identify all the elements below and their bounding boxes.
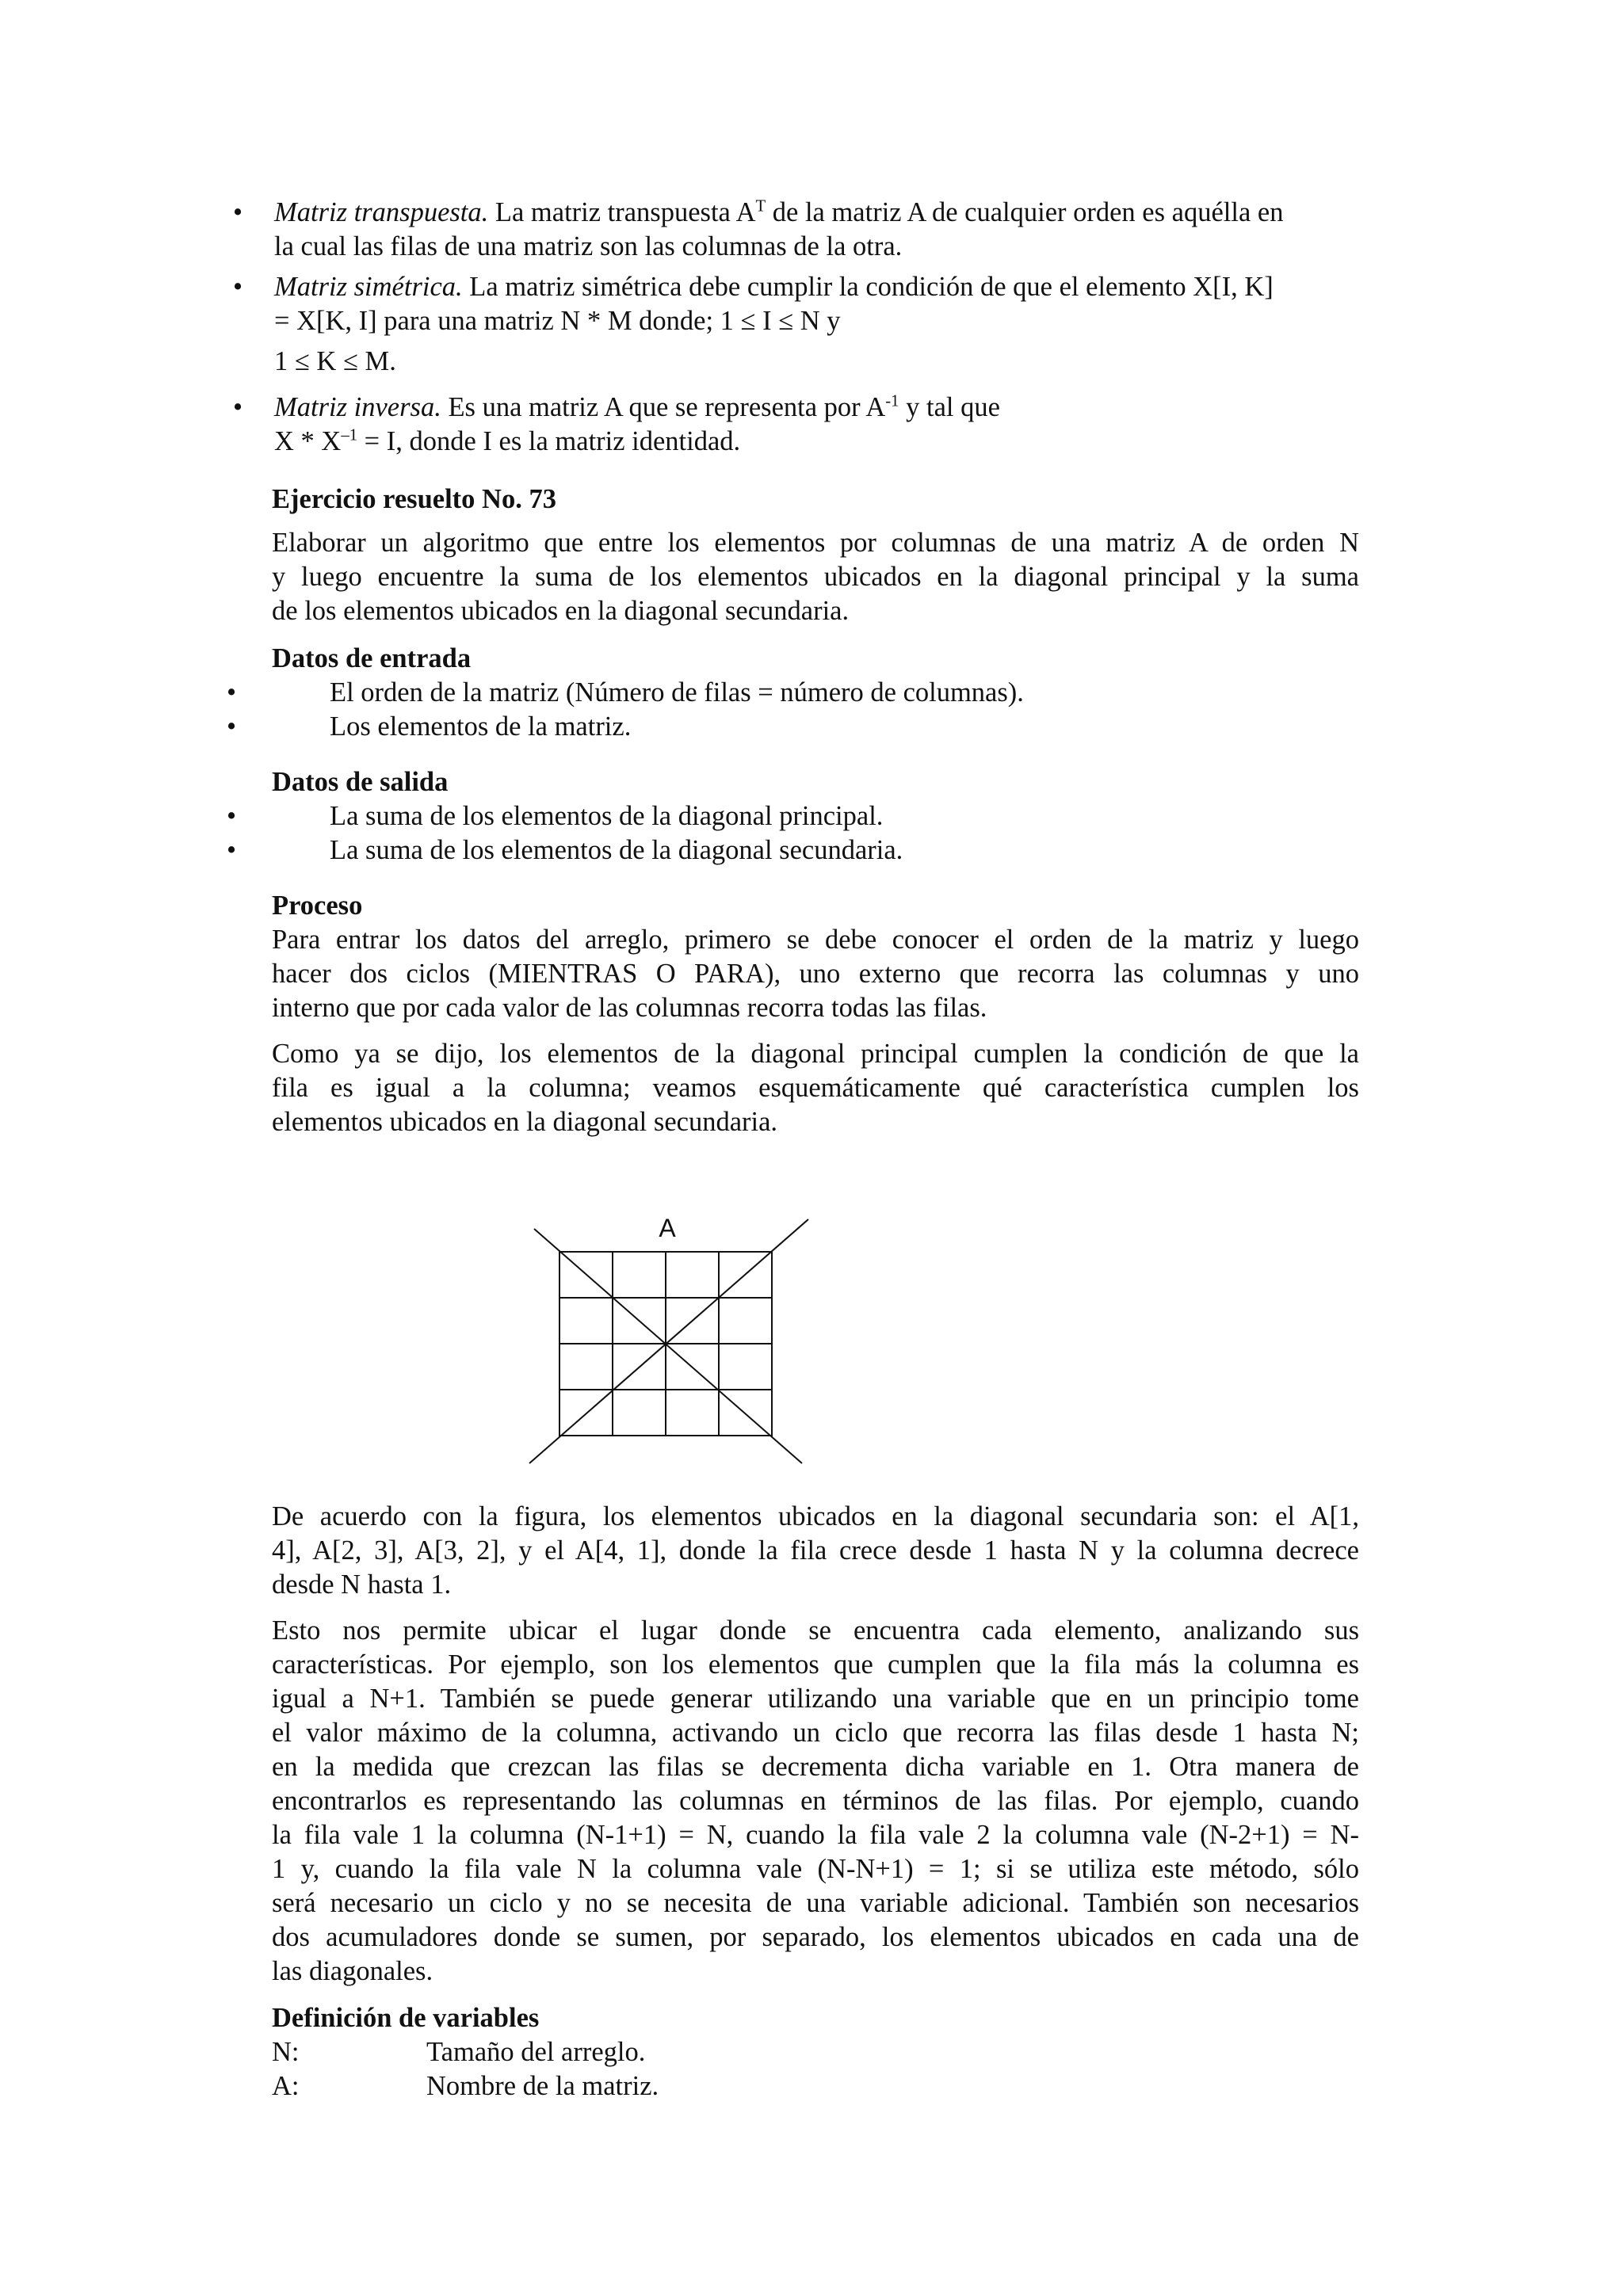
principal-diagonal-line — [534, 1229, 802, 1463]
input-item: El orden de la matriz (Número de filas = número de columnas). — [330, 677, 1024, 707]
process-line: fila es igual a la columna; veamos esquemáticamente qué característica cumplen los — [272, 1073, 1359, 1103]
process-line: interno que por cada valor de las columnas recorra todas las filas. — [272, 993, 987, 1023]
bullet-icon: • — [233, 197, 243, 227]
bullet-icon: • — [227, 835, 237, 865]
exercise-statement-line: Elaborar un algoritmo que entre los elementos por columnas de una matriz A de orden N — [272, 528, 1359, 558]
bullet-icon: • — [227, 711, 237, 742]
analysis-line: dos acumuladores donde se sumen, por separado, los elementos ubicados en cada una de — [272, 1922, 1359, 1952]
matrix-diagram — [523, 1208, 824, 1470]
definition-transpose-line1: Matriz transpuesta. La matriz transpuesta $A^T$ de la matriz A de cualquier orden es aquélla en — [274, 197, 1284, 227]
bullet-icon: • — [233, 272, 243, 302]
exercise-title: Ejercicio resuelto No. 73 — [272, 484, 556, 514]
bullet-icon: • — [227, 677, 237, 707]
definition-symmetric-line1: Matriz simétrica. La matriz simétrica debe cumplir la condición de que el elemento X[I, K] — [274, 272, 1274, 302]
bullet-icon: • — [233, 392, 243, 422]
analysis-line: será necesario un ciclo y no se necesita de una variable adicional. También son necesarios — [272, 1888, 1359, 1918]
bullet-icon: • — [227, 801, 237, 831]
output-heading: Datos de salida — [272, 767, 449, 797]
analysis-line: De acuerdo con la figura, los elementos ubicados en la diagonal secundaria son: el A[1, — [272, 1501, 1359, 1531]
analysis-line: desde N hasta 1. — [272, 1569, 452, 1600]
definition-symmetric-line2: = X[K, I] para una matriz N * M donde; 1 ≤ I ≤ N y — [274, 306, 841, 336]
process-line: elementos ubicados en la diagonal secundaria. — [272, 1107, 778, 1137]
matrix-label: A — [659, 1214, 676, 1242]
process-line: Como ya se dijo, los elementos de la diagonal principal cumplen la condición de que la — [272, 1039, 1359, 1069]
analysis-line: 1 y, cuando la fila vale N la columna vale (N-N+1) = 1; si se utiliza este método, sólo — [272, 1854, 1359, 1884]
definition-symmetric-line3: 1 ≤ K ≤ M. — [274, 346, 396, 376]
process-heading: Proceso — [272, 891, 363, 921]
exercise-statement-line: de los elementos ubicados en la diagonal secundaria. — [272, 596, 850, 626]
definition-inverse-line1: Matriz inversa. Es una matriz A que se representa por $A^{-1}$ y tal que — [274, 392, 1000, 422]
definition-inverse-line2: $X * X^{-1} = I$, donde I es la matriz identidad. — [274, 426, 741, 456]
analysis-line: características. Por ejemplo, son los elementos que cumplen que la fila más la columna es — [272, 1650, 1359, 1680]
analysis-line: Esto nos permite ubicar el lugar donde se encuentra cada elemento, analizando sus — [272, 1615, 1359, 1646]
variables-heading: Definición de variables — [272, 2003, 540, 2033]
variable-description: Nombre de la matriz. — [426, 2071, 659, 2101]
exercise-statement-line: y luego encuentre la suma de los elementos ubicados en la diagonal principal y la suma — [272, 562, 1359, 592]
analysis-line: encontrarlos es representando las columnas en términos de las filas. Por ejemplo, cuando — [272, 1786, 1359, 1816]
analysis-line: las diagonales. — [272, 1956, 433, 1986]
definition-transpose-line2: la cual las filas de una matriz son las columnas de la otra. — [274, 231, 903, 261]
variable-description: Tamaño del arreglo. — [426, 2037, 646, 2067]
analysis-line: en la medida que crezcan las filas se decrementa dicha variable en 1. Otra manera de — [272, 1752, 1359, 1782]
output-item: La suma de los elementos de la diagonal principal. — [330, 801, 884, 831]
variable-name: A: — [272, 2071, 300, 2101]
analysis-line: el valor máximo de la columna, activando un ciclo que recorra las filas desde 1 hasta N; — [272, 1718, 1359, 1748]
analysis-line: la fila vale 1 la columna (N-1+1) = N, cuando la fila vale 2 la columna vale (N-2+1) = N- — [272, 1820, 1359, 1850]
variable-name: N: — [272, 2037, 300, 2067]
analysis-line: igual a N+1. También se puede generar utilizando una variable que en un principio tome — [272, 1684, 1359, 1714]
process-line: hacer dos ciclos (MIENTRAS O PARA), uno externo que recorra las columnas y uno — [272, 959, 1359, 989]
input-item: Los elementos de la matriz. — [330, 711, 632, 742]
input-heading: Datos de entrada — [272, 643, 472, 673]
process-line: Para entrar los datos del arreglo, primero se debe conocer el orden de la matriz y luego — [272, 925, 1359, 955]
output-item: La suma de los elementos de la diagonal secundaria. — [330, 835, 903, 865]
analysis-line: 4], A[2, 3], A[3, 2], y el A[4, 1], donde la fila crece desde 1 hasta N y la columna decrece — [272, 1535, 1359, 1566]
secondary-diagonal-line — [529, 1219, 808, 1463]
